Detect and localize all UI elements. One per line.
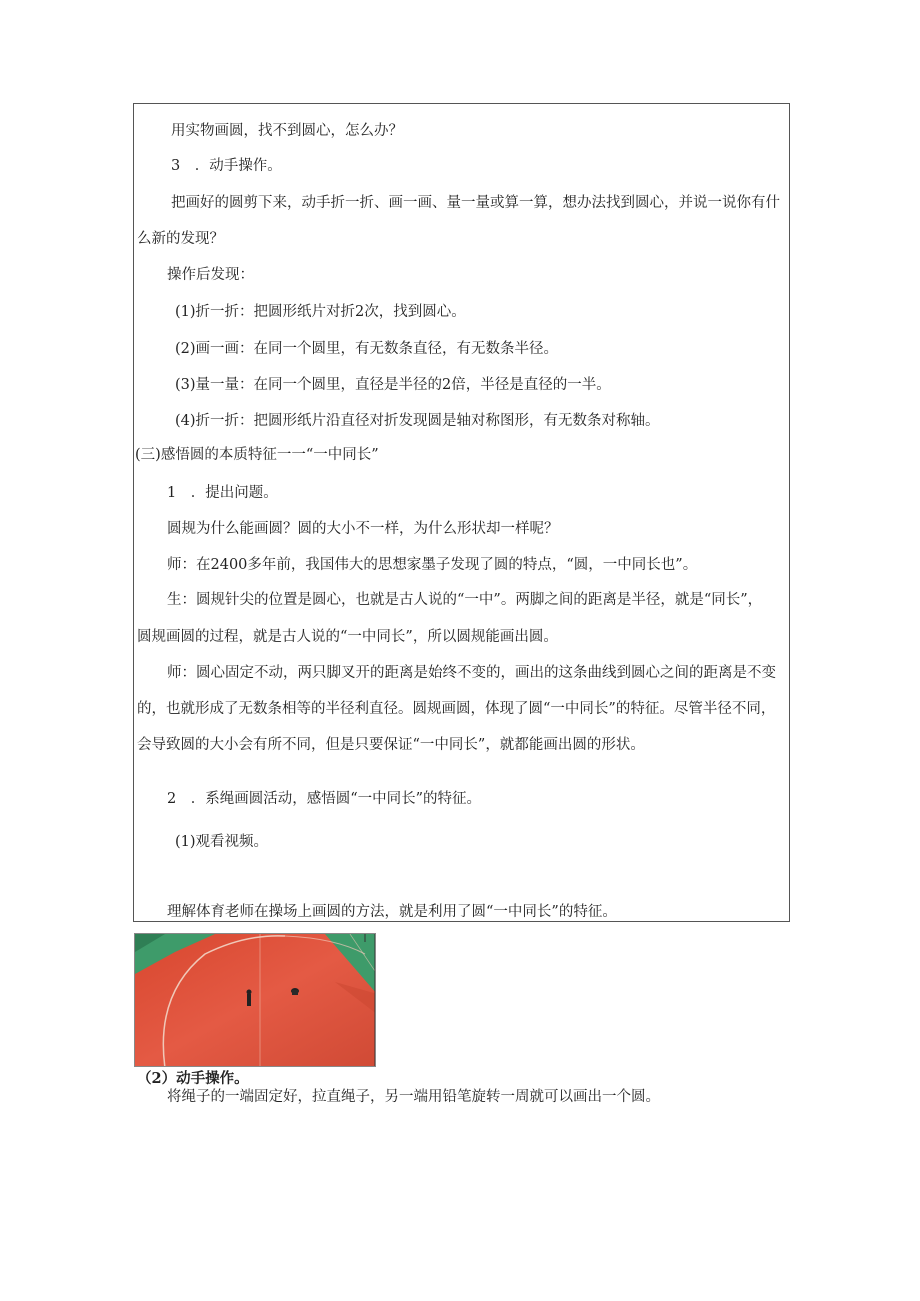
text-line-8: (3)量一量：在同一个圆里，直径是半径的2倍，半径是直径的一半。 [175,377,611,393]
text-line-1: 用实物画圆，找不到圆心，怎么办？ [171,123,403,139]
text-line-11: 1 ．提出问题。 [167,485,278,501]
playground-photo [134,933,376,1067]
text-line-4: 么新的发现？ [137,231,224,247]
text-line-2: 3 ．动手操作。 [171,158,282,174]
text-line-20: (1)观看视频。 [175,834,269,850]
text-line-15: 圆规画圆的过程，就是古人说的“一中同长”，所以圆规能画出圆。 [137,629,558,645]
text-line-21: 理解体育老师在操场上画圆的方法，就是利用了圆“一中同长”的特征。 [167,904,617,920]
text-line-12: 圆规为什么能画圆？圆的大小不一样，为什么形状却一样呢？ [167,521,559,537]
text-line-19: 2 ．系绳画圆活动，感悟圆“一中同长”的特征。 [167,791,482,807]
text-line-17: 的，也就形成了无数条相等的半径利直径。圆规画圆，体现了圆“一中同长”的特征。尽管半径不同， [137,701,776,717]
text-line-3: 把画好的圆剪下来，动手折一折、画一画、量一量或算一算，想办法找到圆心，并说一说你有什 [171,195,780,211]
text-line-13: 师：在2400多年前，我国伟大的思想家墨子发现了圆的特点，“圆，一中同长也”。 [167,557,698,573]
text-line-6: (1)折一折：把圆形纸片对折2次，找到圆心。 [175,304,466,320]
operation-heading: （2）动手操作。 [137,1070,249,1087]
operation-text: 将绳子的一端固定好，拉直绳子，另一端用铅笔旋转一周就可以画出一个圆。 [167,1089,660,1105]
text-line-5: 操作后发现： [167,267,254,283]
section-heading: (三)感悟圆的本质特征一一“一中同长” [135,447,379,463]
text-line-16: 师：圆心固定不动，两只脚叉开的距离是始终不变的，画出的这条曲线到圆心之间的距离是不变 [167,665,776,681]
text-line-9: (4)折一折：把圆形纸片沿直径对折发现圆是轴对称图形，有无数条对称轴。 [175,413,660,429]
text-line-18: 会导致圆的大小会有所不同，但是只要保证“一中同长”，就都能画出圆的形状。 [137,737,645,753]
text-line-14: 生：圆规针尖的位置是圆心，也就是古人说的“一中”。两脚之间的距离是半径，就是“同长”， [167,592,763,608]
playground-image [135,934,376,1067]
text-line-7: (2)画一画：在同一个圆里，有无数条直径，有无数条半径。 [175,341,559,357]
person-figure [247,994,251,1006]
